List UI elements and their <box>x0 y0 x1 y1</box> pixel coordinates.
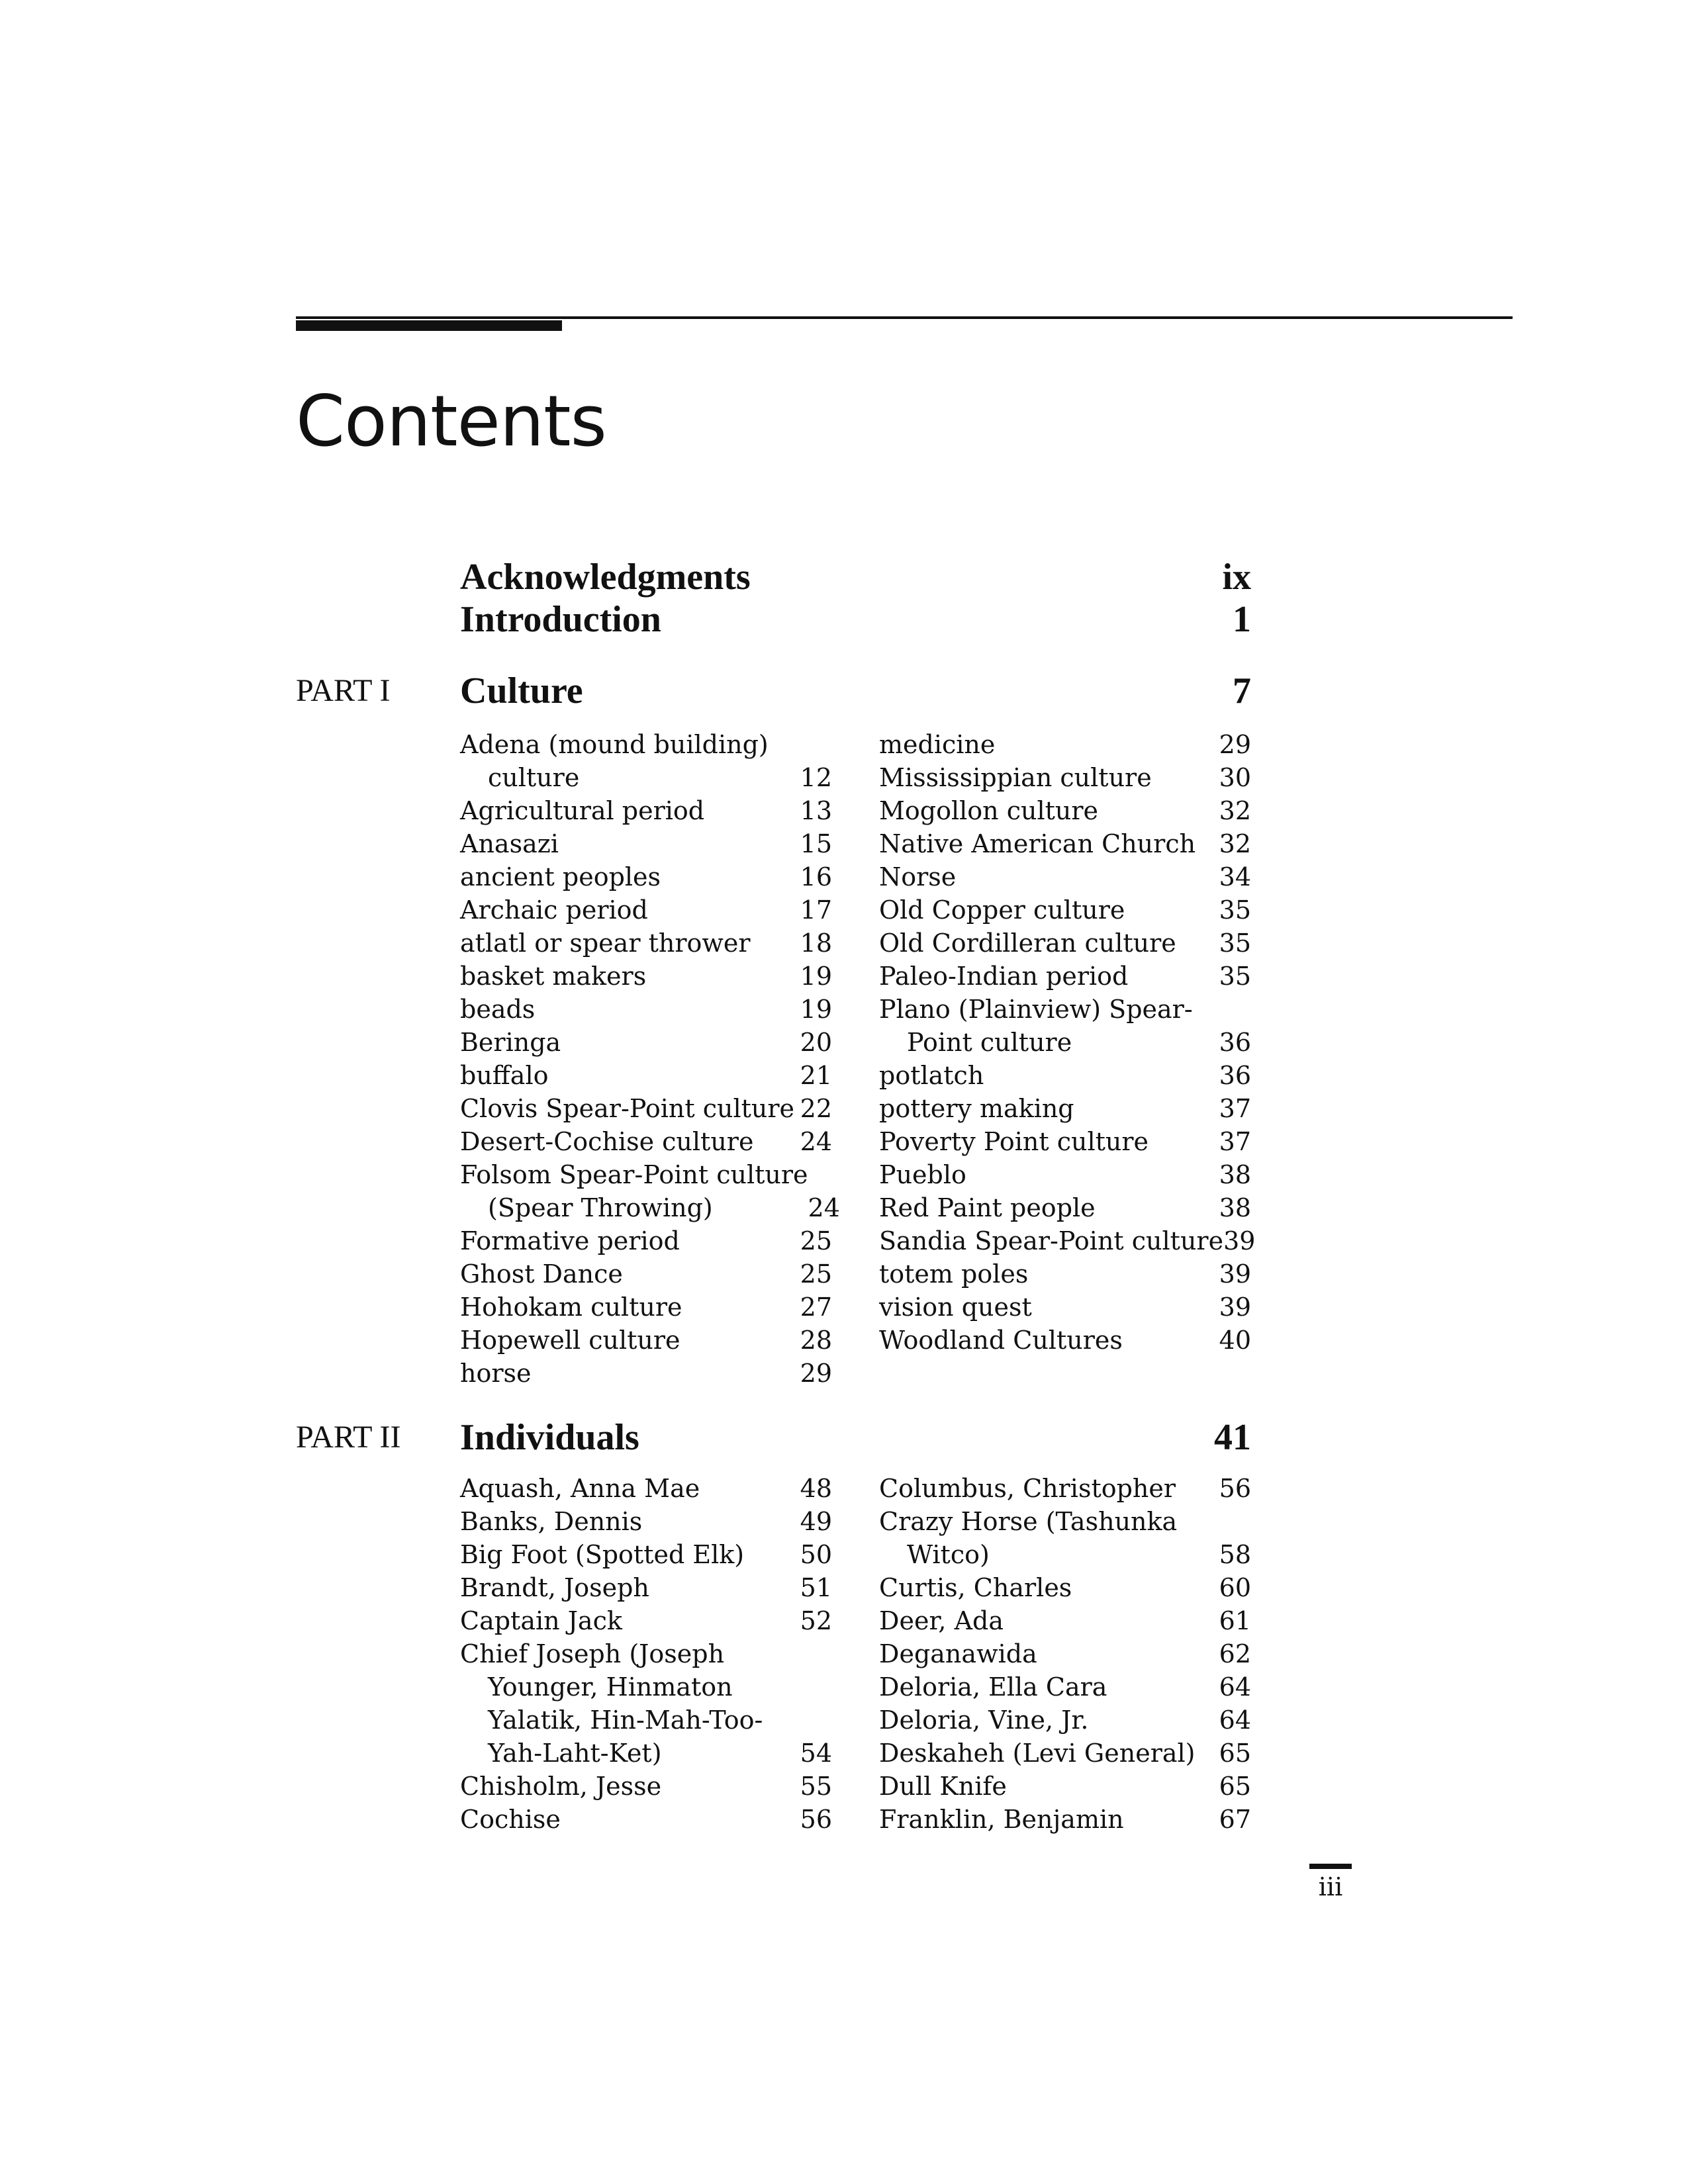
part-heading-culture[interactable] <box>460 670 1251 712</box>
toc-entry-title <box>879 927 1176 960</box>
part-label: PART II <box>296 1420 401 1455</box>
toc-entry-title <box>879 1505 1177 1571</box>
toc-entry-title <box>460 1158 808 1224</box>
toc-entry-title <box>879 1472 1176 1505</box>
toc-entry-line: Old Cordilleran culture <box>879 929 1176 958</box>
toc-entry-line: Witco) <box>907 1540 990 1569</box>
toc-entry-title <box>460 1538 744 1571</box>
part-page: 7 <box>1233 670 1251 711</box>
toc-entry-title <box>460 993 535 1026</box>
toc-entry-page: 13 <box>800 796 832 825</box>
toc-entry-title <box>879 1092 1074 1125</box>
toc-entry-page: 55 <box>800 1772 832 1801</box>
toc-entry-line: Sandia Spear-Point culture <box>879 1226 1224 1255</box>
toc-entry[interactable] <box>460 1026 832 1059</box>
toc-entry-page: 62 <box>1219 1639 1251 1668</box>
toc-entry[interactable] <box>879 1324 1251 1357</box>
toc-entry-line: Yalatik, Hin-Mah-Too- <box>488 1706 763 1735</box>
toc-entry-page: 37 <box>1219 1127 1251 1156</box>
toc-entry[interactable] <box>460 893 832 927</box>
toc-entry-line: vision quest <box>879 1293 1032 1322</box>
toc-entry-page: 65 <box>1219 1772 1251 1801</box>
toc-entry-page: 25 <box>800 1226 832 1255</box>
toc-entry-line: Point culture <box>907 1028 1072 1057</box>
toc-entry-page: 34 <box>1219 862 1251 891</box>
toc-entry-title <box>460 1637 763 1770</box>
toc-entry[interactable] <box>879 1472 1251 1505</box>
toc-entry-line: Chief Joseph (Joseph <box>460 1639 725 1668</box>
toc-entry-line: Dull Knife <box>879 1772 1007 1801</box>
toc-entry-title <box>879 1803 1124 1836</box>
toc-entry-page: 32 <box>1219 796 1251 825</box>
toc-entry-title <box>460 1324 680 1357</box>
toc-entry-line: buffalo <box>460 1061 549 1090</box>
toc-entry[interactable] <box>460 794 832 827</box>
toc-entry[interactable] <box>879 960 1251 993</box>
toc-entry-line: Desert-Cochise culture <box>460 1127 754 1156</box>
toc-entry-page: 15 <box>800 829 832 858</box>
toc-entry-title <box>460 794 704 827</box>
toc-entry-page: 51 <box>800 1573 832 1602</box>
entry-column <box>879 728 1256 1357</box>
toc-entry-title <box>460 827 559 860</box>
toc-entry-title <box>460 1291 682 1324</box>
toc-entry-line: Franklin, Benjamin <box>879 1805 1124 1834</box>
toc-entry-title <box>879 1737 1196 1770</box>
toc-entry[interactable] <box>460 1604 832 1637</box>
toc-entry-line: Old Copper culture <box>879 895 1125 925</box>
toc-entry[interactable] <box>460 1571 832 1604</box>
toc-entry-line: medicine <box>879 730 996 759</box>
toc-entry-page: 12 <box>800 763 832 792</box>
toc-entry[interactable] <box>879 794 1251 827</box>
toc-entry[interactable] <box>460 1257 832 1291</box>
toc-entry-title <box>879 1770 1007 1803</box>
toc-entry-title <box>460 1026 561 1059</box>
toc-entry-page: 30 <box>1219 763 1251 792</box>
toc-entry[interactable] <box>460 1291 832 1324</box>
toc-entry-line: Banks, Dennis <box>460 1507 643 1536</box>
toc-entry-line: (Spear Throwing) <box>488 1193 713 1222</box>
toc-entry[interactable] <box>460 960 832 993</box>
header-rule <box>296 316 1513 319</box>
toc-entry-line: Cochise <box>460 1805 561 1834</box>
toc-entry-page: 36 <box>1219 1061 1251 1090</box>
toc-entry[interactable] <box>879 1092 1251 1125</box>
toc-entry-page: 56 <box>1219 1474 1251 1503</box>
toc-entry[interactable] <box>879 893 1251 927</box>
toc-entry-title <box>879 893 1125 927</box>
toc-entry-title <box>879 1158 966 1191</box>
toc-entry[interactable] <box>879 1803 1251 1836</box>
toc-entry[interactable] <box>460 1092 832 1125</box>
toc-entry-page: 49 <box>800 1507 832 1536</box>
toc-entry-page: 60 <box>1219 1573 1251 1602</box>
toc-entry-title <box>879 1125 1149 1158</box>
toc-entry-page: 48 <box>800 1474 832 1503</box>
toc-entry-line: Native American Church <box>879 829 1196 858</box>
toc-entry-line: Woodland Cultures <box>879 1326 1123 1355</box>
toc-entry[interactable] <box>460 1770 832 1803</box>
toc-entry[interactable] <box>460 1505 832 1538</box>
toc-entry-page: 21 <box>800 1061 832 1090</box>
toc-entry-line: Crazy Horse (Tashunka <box>879 1507 1178 1536</box>
toc-entry-title <box>879 1637 1037 1670</box>
toc-entry-page: 67 <box>1219 1805 1251 1834</box>
toc-entry-page: 39 <box>1223 1226 1256 1255</box>
toc-entry-page: 40 <box>1219 1326 1251 1355</box>
toc-entry-page: 24 <box>808 1193 840 1222</box>
toc-entry-page: 17 <box>800 895 832 925</box>
toc-entry-line: Anasazi <box>460 829 559 858</box>
toc-entry[interactable] <box>879 1571 1251 1604</box>
toc-entry-line: Mogollon culture <box>879 796 1099 825</box>
toc-entry-page: 19 <box>800 962 832 991</box>
toc-entry-page: 22 <box>800 1094 832 1123</box>
toc-entry-page: 32 <box>1219 829 1251 858</box>
toc-entry-title <box>879 1571 1072 1604</box>
toc-entry[interactable] <box>460 1324 832 1357</box>
toc-entry-title <box>879 1670 1107 1704</box>
toc-entry-line: horse <box>460 1359 532 1388</box>
toc-entry-page: 28 <box>800 1326 832 1355</box>
part-page: 41 <box>1214 1417 1251 1458</box>
toc-entry-line: Big Foot (Spotted Elk) <box>460 1540 745 1569</box>
toc-entry[interactable] <box>879 1637 1251 1670</box>
toc-entry-page: 64 <box>1219 1672 1251 1702</box>
toc-entry-title <box>460 1257 623 1291</box>
part-heading-individuals[interactable] <box>460 1416 1251 1459</box>
toc-entry[interactable] <box>879 1604 1251 1637</box>
toc-entry-line: Deloria, Ella Cara <box>879 1672 1107 1702</box>
toc-entry-title <box>879 1704 1088 1737</box>
toc-entry-line: Beringa <box>460 1028 561 1057</box>
toc-entry-page: 50 <box>800 1540 832 1569</box>
toc-entry-page: 39 <box>1219 1293 1251 1322</box>
toc-entry-line: culture <box>488 763 580 792</box>
toc-entry[interactable] <box>879 728 1251 761</box>
toc-entry[interactable] <box>879 1125 1251 1158</box>
toc-entry[interactable] <box>460 827 832 860</box>
toc-entry-line: Aquash, Anna Mae <box>460 1474 700 1503</box>
toc-entry-title: Introduction <box>460 599 661 640</box>
toc-entry-title <box>460 1571 649 1604</box>
toc-entry-line: Captain Jack <box>460 1606 622 1635</box>
toc-entry-line: totem poles <box>879 1259 1029 1289</box>
toc-entry-page: 35 <box>1219 929 1251 958</box>
toc-entry-title <box>460 1770 661 1803</box>
toc-entry-line: atlatl or spear thrower <box>460 929 751 958</box>
toc-entry-page: 58 <box>1219 1540 1251 1569</box>
toc-entry[interactable] <box>879 1770 1251 1803</box>
toc-entry[interactable] <box>879 1257 1251 1291</box>
toc-entry-line: Archaic period <box>460 895 648 925</box>
toc-entry-page: 52 <box>800 1606 832 1635</box>
page-title: Contents <box>296 381 606 463</box>
toc-entry[interactable] <box>460 728 832 794</box>
page-number: iii <box>1318 1872 1343 1901</box>
toc-entry-page: ix <box>1222 557 1251 598</box>
toc-entry-title <box>460 893 648 927</box>
toc-entry[interactable] <box>879 1291 1251 1324</box>
toc-entry-page: 25 <box>800 1259 832 1289</box>
toc-entry-title <box>460 1092 794 1125</box>
toc-entry-page: 38 <box>1219 1193 1251 1222</box>
toc-entry[interactable] <box>879 761 1251 794</box>
toc-entry-title <box>879 1257 1028 1291</box>
toc-entry-page: 36 <box>1219 1028 1251 1057</box>
toc-entry-page: 1 <box>1233 599 1251 640</box>
toc-entry[interactable] <box>879 1158 1251 1191</box>
toc-entry[interactable] <box>879 1191 1251 1224</box>
toc-entry[interactable] <box>879 993 1251 1059</box>
toc-entry-title: Acknowledgments <box>460 557 751 598</box>
toc-entry-title <box>879 860 956 893</box>
toc-entry-page: 29 <box>800 1359 832 1388</box>
toc-entry-title <box>460 1803 561 1836</box>
toc-entry-page: 35 <box>1219 895 1251 925</box>
entry-column <box>460 1472 832 1836</box>
part-title: Individuals <box>460 1417 639 1458</box>
toc-entry[interactable] <box>460 1357 832 1390</box>
toc-entry-title <box>460 728 769 794</box>
toc-entry[interactable] <box>460 1125 832 1158</box>
toc-entry-line: Younger, Hinmaton <box>488 1672 733 1702</box>
toc-entry-line: Hopewell culture <box>460 1326 680 1355</box>
toc-entry-title <box>879 1291 1032 1324</box>
toc-entry-title <box>460 1604 622 1637</box>
toc-entry-page: 20 <box>800 1028 832 1057</box>
toc-entry-page: 35 <box>1219 962 1251 991</box>
toc-entry-page: 64 <box>1219 1706 1251 1735</box>
toc-entry-line: Poverty Point culture <box>879 1127 1149 1156</box>
entry-column <box>460 728 840 1390</box>
toc-entry-line: Hohokam culture <box>460 1293 682 1322</box>
toc-entry[interactable] <box>879 860 1251 893</box>
toc-entry-title <box>460 1357 532 1390</box>
toc-entry-page: 65 <box>1219 1739 1251 1768</box>
toc-entry-title <box>879 761 1152 794</box>
toc-entry-line: Yah-Laht-Ket) <box>488 1739 662 1768</box>
entry-column <box>879 1472 1251 1836</box>
toc-entry-page: 24 <box>800 1127 832 1156</box>
toc-entry-line: Brandt, Joseph <box>460 1573 649 1602</box>
toc-entry-line: beads <box>460 995 536 1024</box>
toc-entry[interactable] <box>460 1637 832 1770</box>
toc-entry[interactable] <box>460 1472 832 1505</box>
toc-entry-title <box>460 1224 680 1257</box>
toc-entry-page: 54 <box>800 1739 832 1768</box>
toc-entry-page: 37 <box>1219 1094 1251 1123</box>
toc-entry-line: Clovis Spear-Point culture <box>460 1094 795 1123</box>
toc-entry-line: Plano (Plainview) Spear- <box>879 995 1193 1024</box>
toc-entry[interactable] <box>460 1803 832 1836</box>
toc-entry[interactable] <box>460 993 832 1026</box>
toc-entry-title <box>879 794 1098 827</box>
toc-entry-title <box>460 1472 700 1505</box>
toc-entry-title <box>879 993 1193 1059</box>
part-label: PART I <box>296 673 391 708</box>
toc-entry-title <box>879 1604 1004 1637</box>
toc-entry-title <box>879 1224 1223 1257</box>
toc-entry[interactable] <box>460 860 832 893</box>
toc-entry-line: Deskaheh (Levi General) <box>879 1739 1196 1768</box>
toc-entry-title <box>460 860 661 893</box>
toc-entry[interactable] <box>879 1670 1251 1704</box>
header-rule-accent <box>296 320 562 331</box>
toc-entry[interactable] <box>879 827 1251 860</box>
toc-entry-line: Chisholm, Jesse <box>460 1772 662 1801</box>
toc-entry-title <box>460 1059 548 1092</box>
toc-entry-page: 61 <box>1219 1606 1251 1635</box>
toc-entry[interactable] <box>460 1059 832 1092</box>
part-title: Culture <box>460 670 583 711</box>
toc-entry-title <box>879 960 1128 993</box>
toc-entry-line: Deer, Ada <box>879 1606 1004 1635</box>
toc-entry-line: Deganawida <box>879 1639 1037 1668</box>
toc-entry-line: basket makers <box>460 962 647 991</box>
toc-entry-line: Paleo-Indian period <box>879 962 1129 991</box>
toc-entry[interactable] <box>879 1737 1251 1770</box>
toc-entry[interactable] <box>460 927 832 960</box>
toc-entry-introduction[interactable] <box>460 598 1251 641</box>
toc-entry-page: 16 <box>800 862 832 891</box>
toc-entry-page: 56 <box>800 1805 832 1834</box>
toc-entry-line: Norse <box>879 862 957 891</box>
toc-entry-title <box>879 1059 984 1092</box>
toc-entry-title <box>879 1191 1096 1224</box>
toc-entry-title <box>879 827 1196 860</box>
toc-entry[interactable] <box>460 1224 832 1257</box>
toc-entry[interactable] <box>879 927 1251 960</box>
toc-entry-title <box>460 960 646 993</box>
toc-entry-line: pottery making <box>879 1094 1074 1123</box>
toc-entry-line: Deloria, Vine, Jr. <box>879 1706 1089 1735</box>
toc-entry-line: Ghost Dance <box>460 1259 623 1289</box>
toc-entry-title <box>460 927 751 960</box>
toc-entry-acknowledgments[interactable] <box>460 556 1251 598</box>
toc-entry-line: Pueblo <box>879 1160 966 1189</box>
toc-entry-page: 39 <box>1219 1259 1251 1289</box>
toc-entry-title <box>879 728 995 761</box>
toc-entry[interactable] <box>879 1059 1251 1092</box>
toc-entry-line: Red Paint people <box>879 1193 1096 1222</box>
toc-entry-title <box>879 1324 1123 1357</box>
toc-entry-line: potlatch <box>879 1061 984 1090</box>
folio-rule <box>1309 1864 1352 1869</box>
toc-entry-page: 29 <box>1219 730 1251 759</box>
toc-entry-page: 38 <box>1219 1160 1251 1189</box>
toc-entry-line: Curtis, Charles <box>879 1573 1072 1602</box>
toc-entry-line: Adena (mound building) <box>460 730 769 759</box>
toc-entry-line: ancient peoples <box>460 862 661 891</box>
toc-entry-page: 18 <box>800 929 832 958</box>
toc-entry-page: 19 <box>800 995 832 1024</box>
toc-entry[interactable] <box>460 1158 840 1224</box>
toc-entry[interactable] <box>879 1505 1251 1571</box>
toc-entry[interactable] <box>879 1224 1256 1257</box>
toc-entry-page: 27 <box>800 1293 832 1322</box>
toc-entry-line: Agricultural period <box>460 796 705 825</box>
toc-entry[interactable] <box>460 1538 832 1571</box>
toc-entry-line: Formative period <box>460 1226 680 1255</box>
toc-entry-title <box>460 1125 753 1158</box>
toc-entry-line: Columbus, Christopher <box>879 1474 1176 1503</box>
toc-entry-line: Folsom Spear-Point culture <box>460 1160 808 1189</box>
toc-entry-line: Mississippian culture <box>879 763 1152 792</box>
toc-entry[interactable] <box>879 1704 1251 1737</box>
toc-entry-title <box>460 1505 642 1538</box>
